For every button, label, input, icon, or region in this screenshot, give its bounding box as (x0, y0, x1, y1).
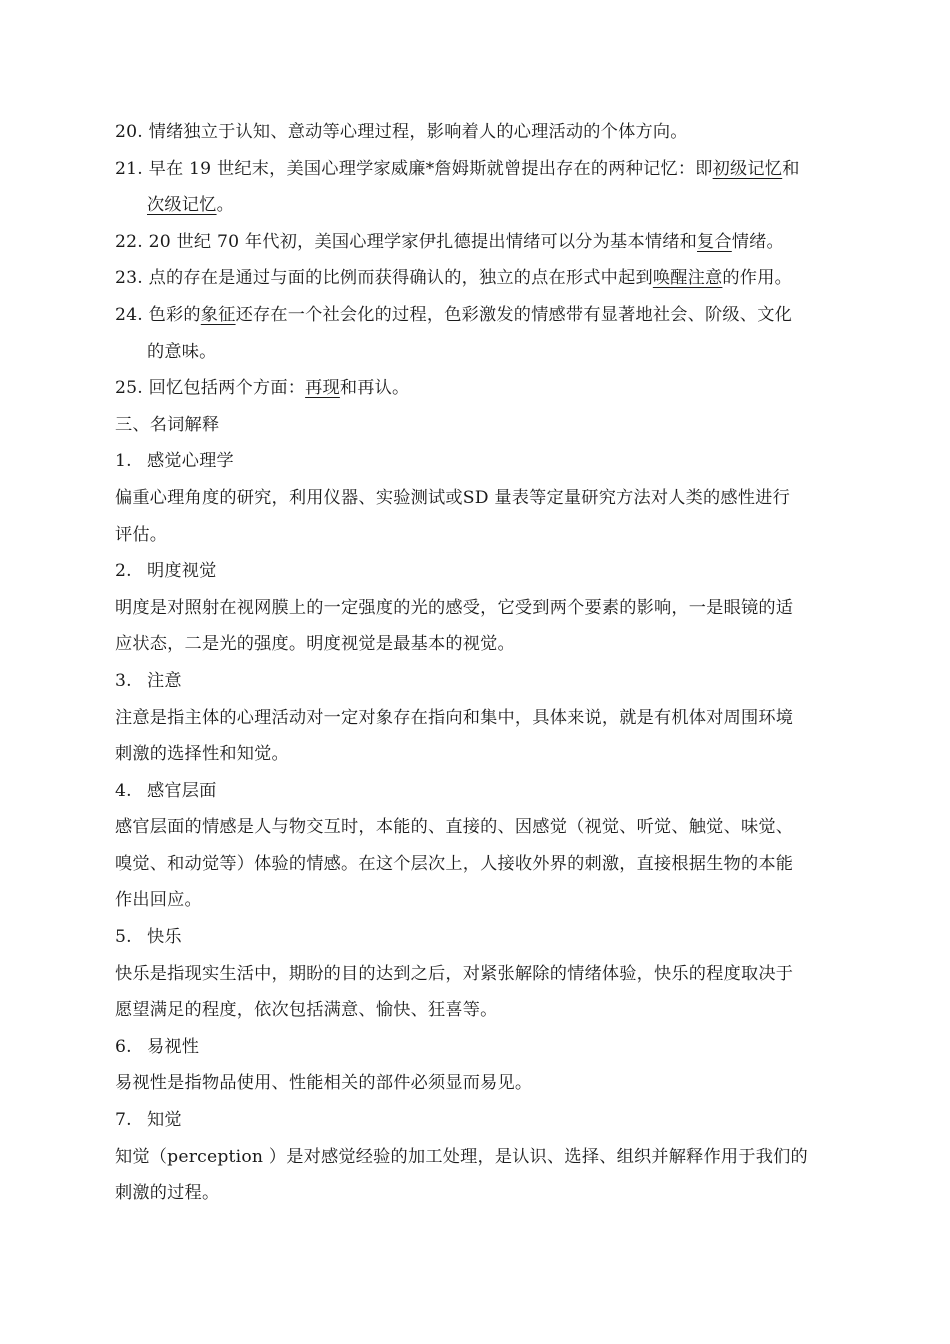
fill-item (115, 224, 855, 261)
term-heading (115, 919, 855, 956)
item-number: 25. (115, 378, 149, 399)
answer-text: 再现 (305, 378, 340, 399)
term-definition-line: 嗅觉、和动觉等）体验的情感。在这个层次上，人接收外界的刺激，直接根据生物的本能 (115, 853, 794, 874)
answer-text: 象征 (200, 304, 236, 325)
term-number: 7. (115, 1110, 132, 1131)
term-heading (115, 663, 855, 700)
term-number: 3. (115, 670, 132, 691)
term-definition-line: 知觉（perception ）是对感觉经验的加工处理，是认识、选择、组织并解释作用于我们的 (115, 1146, 808, 1167)
answer-text: 唤醒注意 (652, 268, 723, 289)
section-title: 三、名词解释 (115, 414, 220, 435)
term-number: 1. (115, 451, 132, 472)
item-number: 20. (115, 122, 149, 142)
term-definition-line: 作出回应。 (115, 890, 202, 911)
term-definition-line: 明度是对照射在视网膜上的一定强度的光的感受，它受到两个要素的影响，一是眼镜的适 (115, 597, 794, 618)
term-heading (115, 773, 855, 810)
item-text: 和再认。 (339, 378, 410, 399)
term-title: 注意 (147, 670, 182, 691)
term-title: 知觉 (147, 1110, 182, 1131)
answer-text: 复合 (697, 231, 732, 252)
term-title: 感觉心理学 (147, 451, 234, 472)
fill-item (115, 297, 855, 334)
item-text: 情绪。 (731, 231, 784, 252)
term-title: 易视性 (147, 1036, 200, 1057)
item-text: 和 (782, 158, 800, 179)
fill-in-blank-list (115, 114, 855, 407)
item-text: 点的存在是通过与面的比例而获得确认的，独立的点在形式中起到 (148, 268, 653, 289)
item-number: 24. (115, 304, 149, 325)
item-number: 21. (115, 158, 149, 179)
term-definition-line: 偏重心理角度的研究，利用仪器、实验测试或SD 量表等定量研究方法对人类的感性进行 (115, 487, 790, 508)
term-definition-line: 刺激的过程。 (115, 1183, 220, 1204)
answer-text: 次级记忆 (147, 195, 217, 216)
fill-item (115, 151, 855, 188)
term-title: 感官层面 (147, 780, 217, 801)
term-heading (115, 1029, 855, 1066)
fill-item (115, 370, 855, 407)
item-text: 回忆包括两个方面： (148, 378, 306, 399)
item-text: 情绪独立于认知、意动等心理过程，影响着人的心理活动的个体方向。 (148, 122, 688, 142)
fill-item (115, 114, 855, 151)
term-title: 快乐 (147, 927, 182, 948)
item-text: 20 世纪 70 年代初，美国心理学家伊扎德提出情绪可以分为基本情绪和 (148, 231, 697, 252)
term-heading (115, 443, 855, 480)
term-number: 6. (115, 1036, 132, 1057)
term-definition-line: 愿望满足的程度，依次包括满意、愉快、狂喜等。 (115, 1000, 498, 1021)
term-definition-line: 快乐是指现实生活中，期盼的目的达到之后，对紧张解除的情绪体验，快乐的程度取决于 (115, 963, 794, 984)
term-definition-line: 感官层面的情感是人与物交互时，本能的、直接的、因感觉（视觉、听觉、触觉、味觉、 (115, 817, 794, 838)
item-text: 色彩的 (148, 304, 201, 325)
term-heading (115, 1102, 855, 1139)
item-text: 的意味。 (147, 341, 217, 362)
term-number: 2. (115, 561, 132, 582)
term-definition-line: 应状态，二是光的强度。明度视觉是最基本的视觉。 (115, 634, 515, 655)
term-heading (115, 553, 855, 590)
fill-item (115, 260, 855, 297)
term-number: 4. (115, 780, 132, 801)
term-definition-list (115, 443, 855, 1211)
fill-item-continuation (115, 187, 855, 224)
item-number: 22. (115, 231, 149, 252)
term-definition-line: 刺激的选择性和知觉。 (115, 744, 289, 765)
term-definition-line: 易视性是指物品使用、性能相关的部件必须显而易见。 (115, 1073, 533, 1094)
item-text: 。 (216, 195, 234, 216)
term-definition-line: 注意是指主体的心理活动对一定对象存在指向和集中，具体来说，就是有机体对周围环境 (115, 707, 794, 728)
item-text: 还存在一个社会化的过程，色彩激发的情感带有显著地社会、阶级、文化 (235, 304, 792, 325)
term-definition-line: 评估。 (115, 524, 168, 545)
answer-text: 初级记忆 (712, 158, 783, 179)
item-number: 23. (115, 268, 149, 289)
term-title: 明度视觉 (147, 561, 217, 582)
item-text: 的作用。 (722, 268, 792, 289)
document-page (115, 114, 855, 1212)
term-number: 5. (115, 927, 132, 948)
item-text: 早在 19 世纪末，美国心理学家威廉*詹姆斯就曾提出存在的两种记忆：即 (148, 158, 713, 179)
fill-item-continuation (115, 334, 855, 371)
